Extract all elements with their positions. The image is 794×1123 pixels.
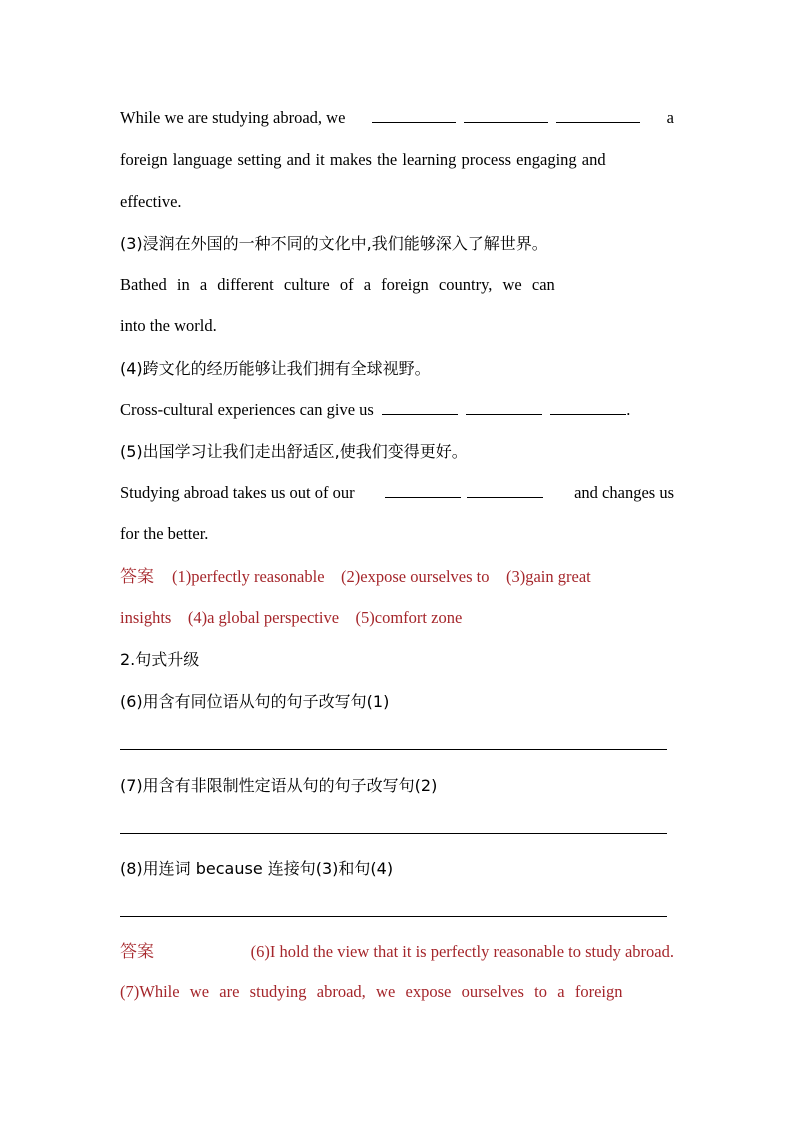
question-7: (7)用含有非限制性定语从句的句子改写句(2) <box>120 776 438 795</box>
answer-blank[interactable] <box>556 108 640 123</box>
text-line <box>120 108 674 128</box>
section-title: 2.句式升级 <box>120 650 200 669</box>
answer-block-2 <box>120 942 674 962</box>
text-line: for the better. <box>120 524 209 543</box>
text-line: foreign language setting and it makes the learning process engaging and <box>120 150 606 169</box>
answer-blank[interactable] <box>385 483 461 498</box>
answer-text: (7)While we are studying abroad, we expose ourselves to a foreign <box>120 982 623 1001</box>
answer-text: insights (4)a global perspective (5)comfort zone <box>120 608 463 627</box>
answer-blank[interactable] <box>382 400 458 415</box>
question-4-english <box>120 400 674 420</box>
sentence-text: . <box>626 400 631 419</box>
answer-text: (6)I hold the view that it is perfectly reasonable to study abroad. <box>250 942 674 961</box>
answer-label: 答案 <box>120 942 154 962</box>
answer-label: 答案 <box>120 567 154 587</box>
blank-group <box>385 483 543 503</box>
answer-line[interactable] <box>120 833 667 834</box>
question-6: (6)用含有同位语从句的句子改写句(1) <box>120 692 390 711</box>
sentence-text: Studying abroad takes us out of our <box>120 483 355 502</box>
answer-blank[interactable] <box>464 108 548 123</box>
sentence-text: Cross-cultural experiences can give us <box>120 400 374 419</box>
answer-blank[interactable] <box>467 483 543 498</box>
sentence-text: and changes us <box>574 483 674 502</box>
sentence-text: While we are studying abroad, we <box>120 108 346 127</box>
answer-blank[interactable] <box>372 108 456 123</box>
sentence-text: a <box>666 108 674 127</box>
question-5-english <box>120 483 674 503</box>
answer-line[interactable] <box>120 916 667 917</box>
answer-blank[interactable] <box>466 400 542 415</box>
question-5-chinese: (5)出国学习让我们走出舒适区,使我们变得更好。 <box>120 442 468 461</box>
text-line: effective. <box>120 192 182 211</box>
answer-line[interactable] <box>120 749 667 750</box>
answer-blank[interactable] <box>550 400 626 415</box>
answer-text: (1)perfectly reasonable (2)expose ourselves to (3)gain great <box>172 567 591 586</box>
answer-block-1 <box>120 567 674 587</box>
text-line: into the world. <box>120 316 217 335</box>
question-3-english: Bathed in a different culture of a foreign country, we can <box>120 275 555 294</box>
blank-group <box>372 108 640 128</box>
question-3-chinese: (3)浸润在外国的一种不同的文化中,我们能够深入了解世界。 <box>120 234 548 253</box>
question-4-chinese: (4)跨文化的经历能够让我们拥有全球视野。 <box>120 359 431 378</box>
question-8: (8)用连词 because 连接句(3)和句(4) <box>120 859 394 878</box>
